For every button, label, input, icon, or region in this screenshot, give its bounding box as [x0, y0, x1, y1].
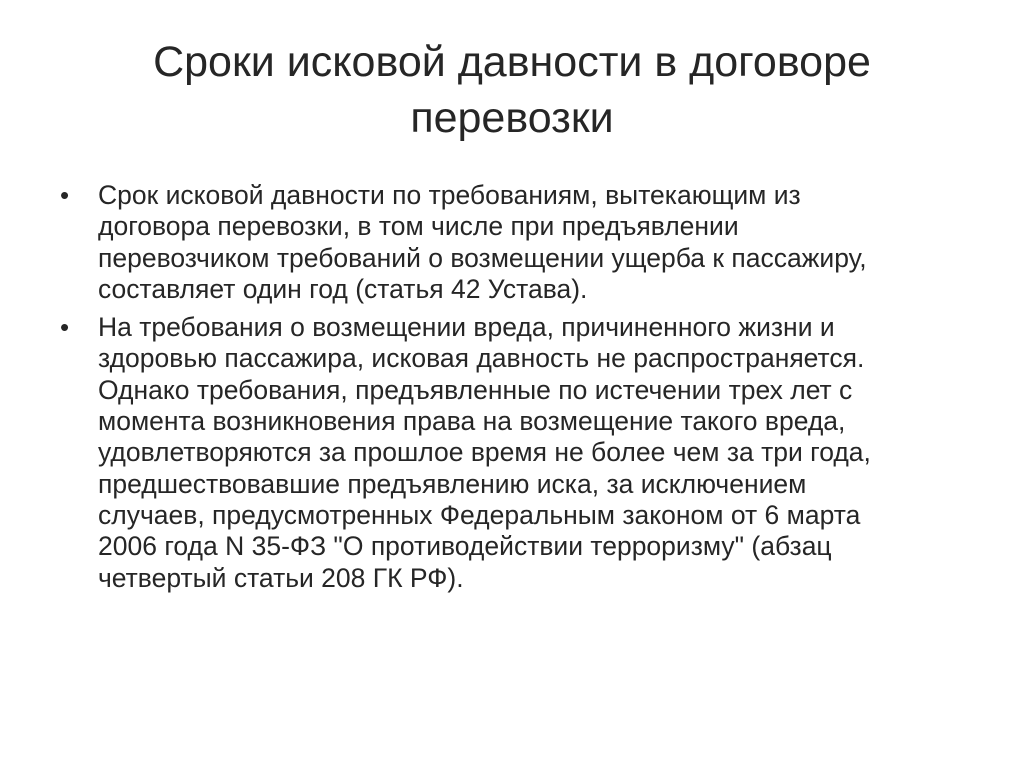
bullet-2-line-2: здоровью пассажира, исковая давность не распространяется.: [98, 343, 865, 374]
bullet-2-line-4: момента возникновения права на возмещение такого вреда,: [98, 406, 846, 437]
bullet-item-2: [60, 312, 960, 594]
bullet-1-line-3: перевозчиком требований о возмещении ущерба к пассажиру,: [98, 242, 867, 273]
bullet-2-line-8: 2006 года N 35-ФЗ "О противодействии терроризму" (абзац: [98, 531, 832, 562]
bullet-2-line-1: На требования о возмещении вреда, причиненного жизни и: [98, 312, 835, 343]
bullet-list: [60, 180, 960, 601]
bullet-1-line-2: договора перевозки, в том числе при предъявлении: [98, 211, 739, 242]
bullet-dot-icon: •: [60, 312, 70, 343]
title-line-2: перевозки: [410, 94, 614, 142]
bullet-2-line-9: четвертый статьи 208 ГК РФ).: [98, 562, 464, 593]
bullet-2-line-3: Однако требования, предъявленные по истечении трех лет с: [98, 374, 853, 405]
bullet-2-line-7: случаев, предусмотренных Федеральным законом от 6 марта: [98, 499, 861, 530]
bullet-2-line-6: предшествовавшие предъявлению иска, за исключением: [98, 468, 807, 499]
bullet-1-line-1: Срок исковой давности по требованиям, вытекающим из: [98, 180, 801, 210]
slide-title: [50, 34, 974, 146]
title-line-1: Сроки исковой давности в договоре: [153, 38, 871, 86]
bullet-item-1: [60, 180, 960, 305]
bullet-2-line-5: удовлетворяются за прошлое время не более чем за три года,: [98, 437, 871, 468]
bullet-dot-icon: •: [60, 180, 70, 210]
bullet-1-line-4: составляет один год (статья 42 Устава).: [98, 273, 588, 304]
